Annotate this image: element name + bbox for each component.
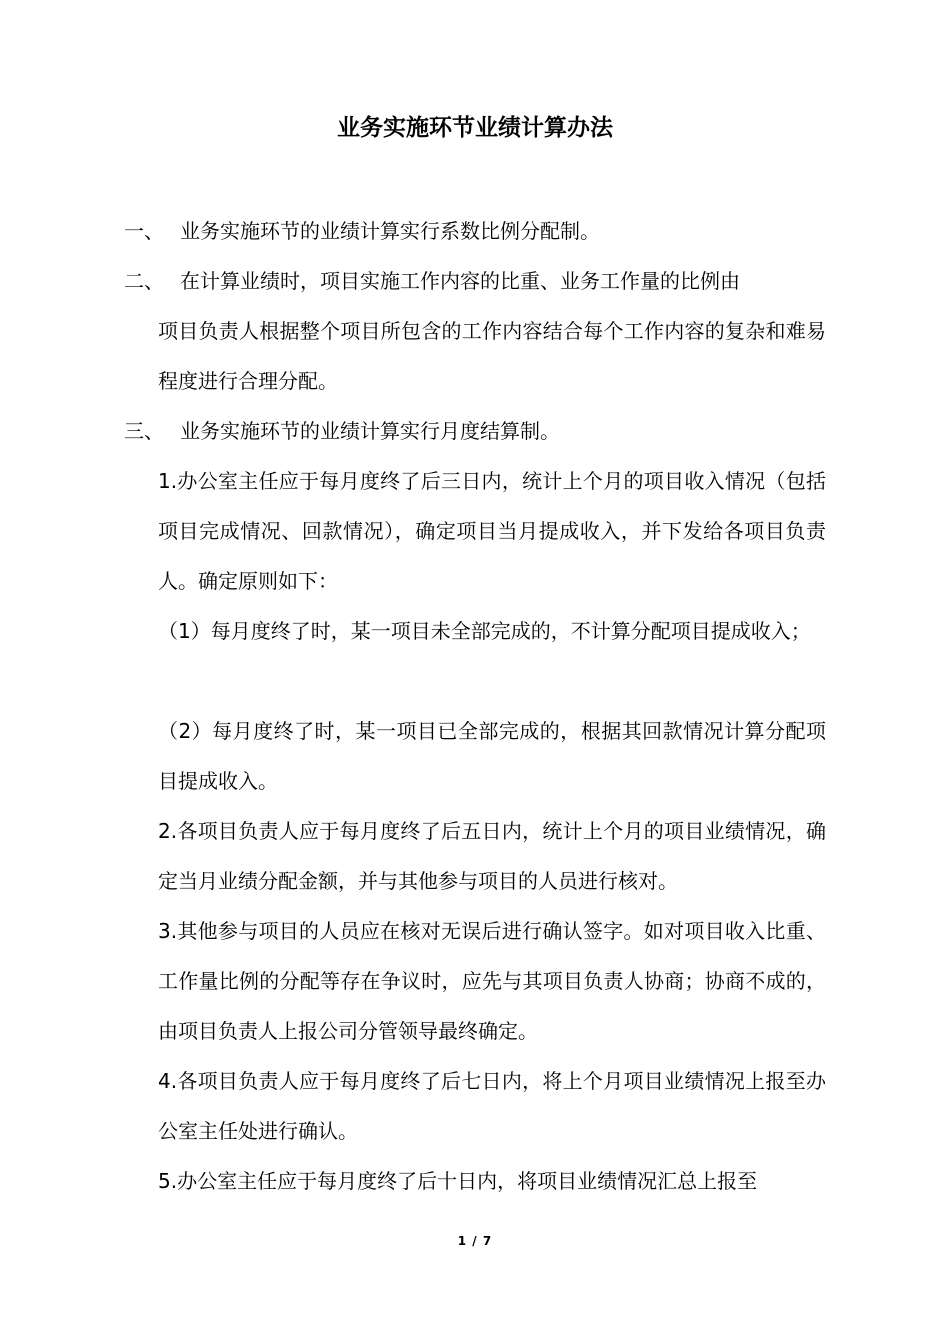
section-text: 业务实施环节的业绩计算实行系数比例分配制。: [180, 219, 600, 243]
item-5: 5.办公室主任应于每月度终了后十日内，将项目业绩情况汇总上报至: [158, 1169, 758, 1193]
item-4: 4.各项目负责人应于每月度终了后七日内，将上个月项目业绩情况上报至办公室主任处进行确认。: [158, 1069, 826, 1143]
item-3: 3.其他参与项目的人员应在核对无误后进行确认签字。如对项目收入比重、工作量比例的分配等存在争议时，应先与其项目负责人协商；协商不成的，由项目负责人上报公司分管领导最终确定。: [158, 919, 826, 1043]
item-1: 1.办公室主任应于每月度终了后三日内，统计上个月的项目收入情况（包括项目完成情况、回款情况），确定项目当月提成收入，并下发给各项目负责人。确定原则如下：: [158, 469, 826, 593]
section-1: [124, 206, 826, 256]
item-1-sub-1: （1）每月度终了时，某一项目未全部完成的，不计算分配项目提成收入；: [158, 619, 811, 643]
section-text: 业务实施环节的业绩计算实行月度结算制。: [180, 419, 560, 443]
section-2-continued: 项目负责人根据整个项目所包含的工作内容结合每个工作内容的复杂和难易程度进行合理分配。: [158, 319, 826, 393]
section-number: 一、: [124, 219, 164, 243]
item-2: 2.各项目负责人应于每月度终了后五日内，统计上个月的项目业绩情况，确定当月业绩分配金额，并与其他参与项目的人员进行核对。: [158, 819, 826, 893]
section-number: 二、: [124, 269, 164, 293]
section-text: 在计算业绩时，项目实施工作内容的比重、业务工作量的比例由: [180, 269, 740, 293]
document-title: 业务实施环节业绩计算办法: [337, 115, 613, 141]
item-1-sub-2: （2）每月度终了时，某一项目已全部完成的，根据其回款情况计算分配项目提成收入。: [158, 719, 826, 793]
section-2: [124, 256, 826, 306]
page-indicator: 1 / 7: [457, 1234, 493, 1248]
section-number: 三、: [124, 419, 164, 443]
section-3: [124, 406, 826, 456]
